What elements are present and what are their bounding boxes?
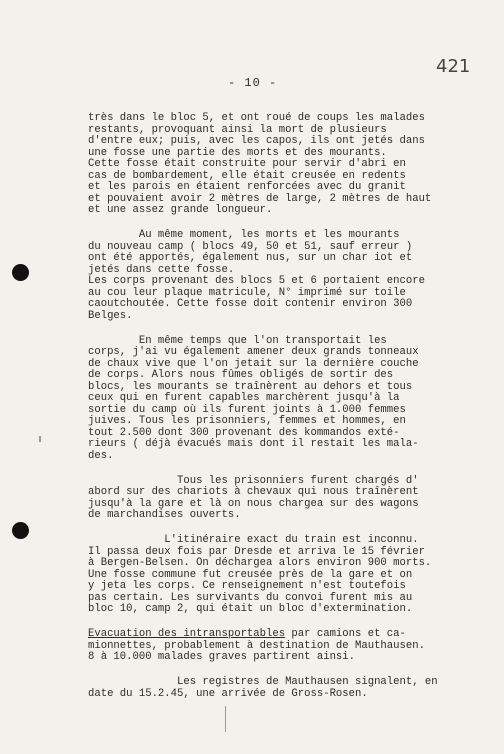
paragraph: Les registres de Mauthausen signalent, en date du 15.2.45, une arrivée de Gross-Rosen. bbox=[88, 676, 438, 700]
archive-number: 421 bbox=[436, 56, 471, 77]
paragraph: En même temps que l'on transportait les corps, j'ai vu également amener deux grands tonneaux de chaux vive que l'on jetait sur la dernière couche de corps. Alors nous fûmes obligés de sortir des blocs, les mourants se traînèrent au dehors et tous ceux qui en furent capables marchèrent jusqu'à la sortie du camp où ils furent joints à 1.000 femmes juives. Tous les prisonniers, femmes et hommes, en tout 2.500 dont 300 provenant des kommandos exté- rieurs ( déjà évacués mais dont il restait les mala- des. bbox=[88, 334, 419, 462]
paragraph: L'itinéraire exact du train est inconnu. Il passa deux fois par Dresde et arriva le 15 février à Bergen-Belsen. On déchargea alors environ 900 morts. Une fosse commune fut creusée près de la gare et on y jeta les corps. Ce renseignement n'est toutefois pas certain. Les survivants du convoi furent mis au bloc 10, camp 2, qui était un bloc d'extermination. bbox=[88, 534, 432, 615]
paragraph: très dans le bloc 5, et ont roué de coups les malades restants, provoquant ainsi la mort de plusieurs d'entre eux; puis, avec les capos, ils ont jetés dans une fosse une partie des morts et des mourants. Cette fosse était construite pour servir d'abri en cas de bombardement, elle était creusée en redents et les parois en étaient renforcées avec du granit et pouvaient avoir 2 mètres de large, 2 mètres de haut et une assez grande longueur. bbox=[88, 112, 432, 216]
margin-mark bbox=[39, 436, 41, 442]
evacuation-title: Evacuation des intransportables bbox=[88, 628, 286, 640]
paragraph: Tous les prisonniers furent chargés d' abord sur des chariots à chevaux qui nous traînèrent jusqu'à la gare et là on nous chargea sur des wagons de marchandises ouverts. bbox=[88, 474, 419, 521]
body-text bbox=[88, 112, 438, 714]
evacuation-text: par camions et ca- mionnettes, probablement à destination de Mauthausen. 8 à 10.000 malades graves partirent ainsi. bbox=[88, 628, 425, 663]
punch-hole bbox=[12, 522, 29, 539]
punch-hole bbox=[12, 264, 29, 281]
paragraph: Au même moment, les morts et les mourants du nouveau camp ( blocs 49, 50 et 51, sauf erreur ) ont été apportés, également nus, sur un char iot et jetés dans cette fosse. Les corps provenant des blocs 5 et 6 portaient encore au cou leur plaque matricule, N° imprimé sur toile caoutchoutée. Cette fosse doit contenir environ 300 Belges. bbox=[88, 229, 425, 322]
evacuation-paragraph bbox=[88, 629, 430, 664]
page-number: - 10 - bbox=[228, 76, 278, 90]
